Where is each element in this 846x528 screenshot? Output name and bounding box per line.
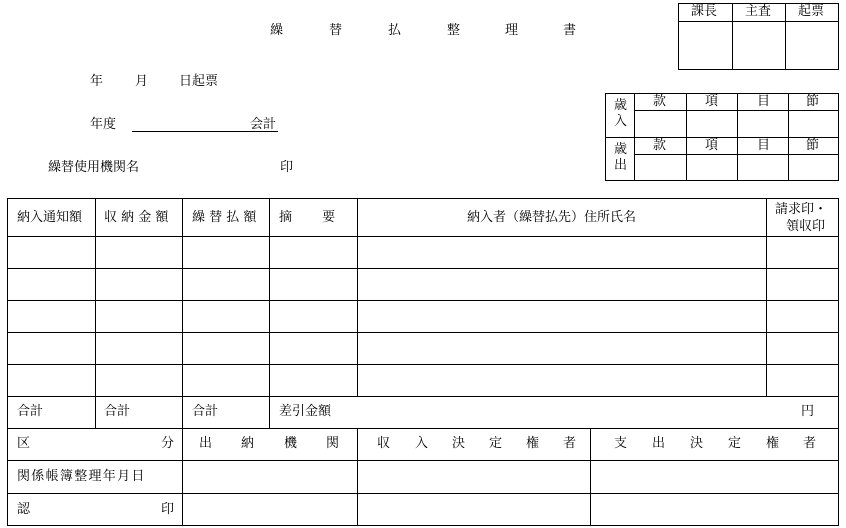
fiscal-year-label: 年度 — [90, 117, 117, 132]
ledger-date-label: 関係帳簿整理年月日 — [17, 469, 146, 484]
seal-label: 印 — [280, 160, 294, 175]
total-notice-label: 合計 — [17, 404, 44, 419]
total-substitute-label: 合計 — [192, 404, 219, 419]
yen-label: 円 — [801, 404, 815, 419]
shunyu-char: 決 — [452, 436, 466, 451]
shunyu-char: 権 — [526, 436, 540, 451]
header-substitute-amount: 繰 替 払 額 — [192, 210, 257, 225]
header-notice-amount: 納入通知額 — [17, 210, 83, 225]
shunyu-char: 定 — [489, 436, 503, 451]
date-year-label: 年 — [90, 74, 104, 89]
shunyu-char: 入 — [415, 436, 429, 451]
account-label: 会計 — [250, 117, 277, 132]
shishutsu-char: 者 — [803, 436, 817, 451]
shishutsu-char: 支 — [614, 436, 628, 451]
date-issue-label: 日起票 — [179, 74, 219, 89]
shunyu-char: 収 — [377, 436, 391, 451]
approval-header-kihyo: 起票 — [798, 4, 825, 19]
shishutsu-char: 出 — [652, 436, 666, 451]
budget-header-kou: 項 — [705, 138, 719, 153]
shishutsu-char: 権 — [766, 436, 780, 451]
title-char: 繰 — [270, 23, 284, 38]
budget-header-kan: 款 — [653, 94, 667, 109]
kubun-char: 区 — [17, 436, 31, 451]
revenue-label-1: 歳 — [614, 98, 628, 113]
budget-header-kou: 項 — [705, 94, 719, 109]
revenue-label-2: 入 — [614, 114, 628, 129]
total-received-label: 合計 — [104, 404, 131, 419]
title-char: 替 — [329, 23, 343, 38]
header-payer-address-name: 納入者（繰替払先）住所氏名 — [467, 210, 637, 225]
budget-header-moku: 目 — [757, 94, 771, 109]
header-receipt-seal: 領収印 — [786, 219, 826, 234]
date-month-label: 月 — [135, 74, 149, 89]
header-received-amount: 収 納 金 額 — [104, 210, 169, 225]
header-summary: 摘 要 — [279, 210, 336, 225]
suitou-char: 関 — [326, 436, 340, 451]
expense-label-1: 歳 — [614, 142, 628, 157]
budget-header-kan: 款 — [653, 138, 667, 153]
title-char: 書 — [563, 23, 577, 38]
budget-header-setsu: 節 — [806, 94, 820, 109]
suitou-char: 納 — [241, 436, 255, 451]
approval-header-kacho: 課長 — [691, 4, 718, 19]
difference-amount-label: 差引金額 — [279, 404, 332, 419]
budget-header-moku: 目 — [757, 138, 771, 153]
title-char: 理 — [505, 23, 519, 38]
shunyu-char: 者 — [563, 436, 577, 451]
shishutsu-char: 定 — [728, 436, 742, 451]
title-char: 整 — [447, 23, 461, 38]
shishutsu-char: 決 — [690, 436, 704, 451]
suitou-char: 機 — [284, 436, 298, 451]
expense-label-2: 出 — [614, 158, 628, 173]
header-request-seal: 請求印・ — [775, 202, 828, 217]
kubun-char: 分 — [161, 436, 175, 451]
approval-header-shusa: 主査 — [745, 4, 772, 19]
approval-seal-char: 認 — [17, 502, 31, 517]
approval-seal-char: 印 — [161, 502, 175, 517]
budget-header-setsu: 節 — [806, 138, 820, 153]
suitou-char: 出 — [199, 436, 213, 451]
agency-name-label: 繰替使用機関名 — [48, 160, 140, 175]
title-char: 払 — [388, 23, 402, 38]
